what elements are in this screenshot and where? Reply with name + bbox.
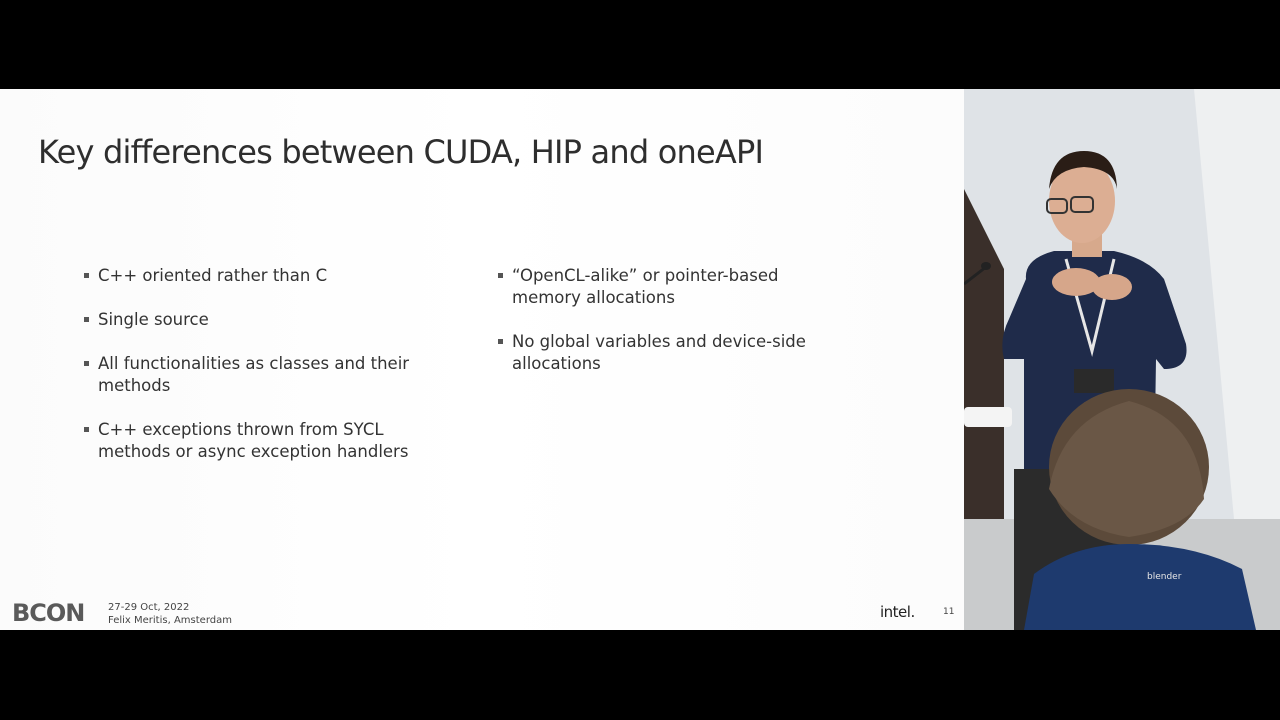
slide-page-number: 11 xyxy=(943,607,955,617)
bullet-marker-icon xyxy=(84,427,89,432)
bullet-item: No global variables and device-side allocations xyxy=(498,331,828,375)
presentation-slide xyxy=(0,89,964,630)
bullet-item: Single source xyxy=(84,309,444,331)
bullet-item: All functionalities as classes and their methods xyxy=(84,353,444,397)
bullet-marker-icon xyxy=(498,273,503,278)
right-bullet-list xyxy=(498,265,828,397)
left-bullet-list xyxy=(84,265,444,485)
bullet-marker-icon xyxy=(84,361,89,366)
bullet-item: C++ oriented rather than C xyxy=(84,265,444,287)
bullet-item: “OpenCL-alike” or pointer-based memory allocations xyxy=(498,265,828,309)
slide-title: Key differences between CUDA, HIP and oneAPI xyxy=(38,133,764,171)
bcon-logo xyxy=(12,599,84,627)
event-venue: Felix Meritis, Amsterdam xyxy=(108,615,232,626)
bullet-marker-icon xyxy=(84,273,89,278)
speaker-scene-image xyxy=(964,89,1280,630)
shirt-print: blender xyxy=(1147,572,1182,582)
bullet-item: C++ exceptions thrown from SYCL methods or async exception handlers xyxy=(84,419,444,463)
event-dates: 27-29 Oct, 2022 xyxy=(108,602,190,613)
bcon-logo-text: BCON xyxy=(12,599,85,627)
bullet-marker-icon xyxy=(498,339,503,344)
intel-logo: intel. xyxy=(880,603,915,621)
bullet-marker-icon xyxy=(84,317,89,322)
event-info xyxy=(108,601,232,627)
speaker-video xyxy=(964,89,1280,630)
